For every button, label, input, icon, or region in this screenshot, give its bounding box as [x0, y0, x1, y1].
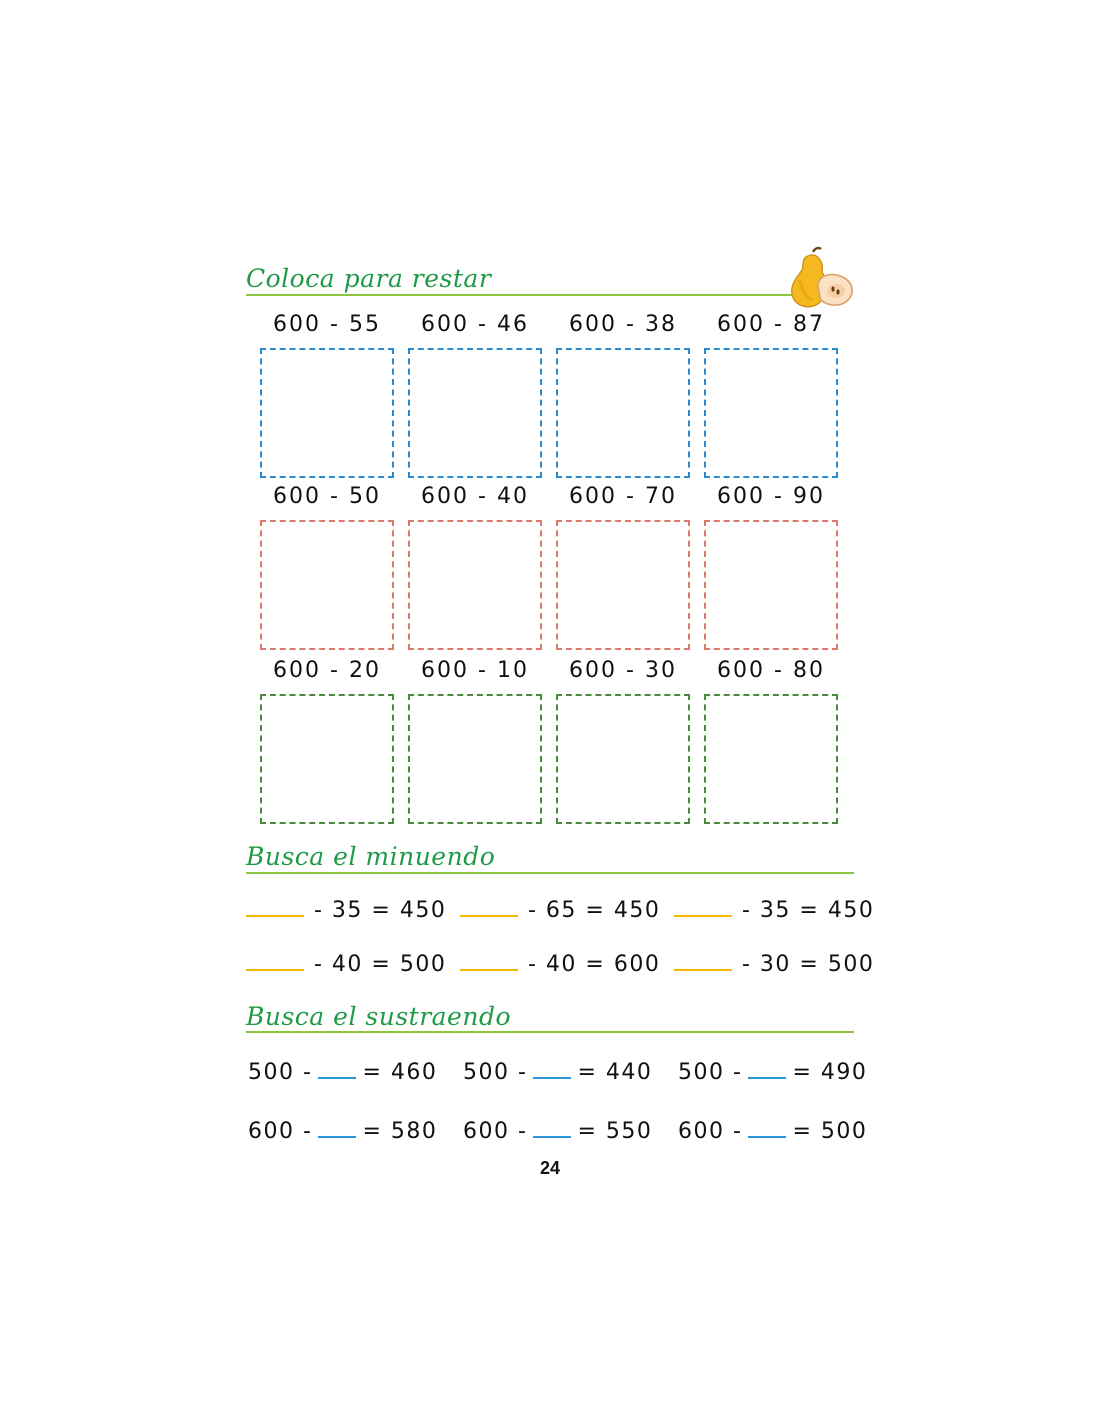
minuendo-equation [246, 898, 446, 923]
sustraendo-equation [463, 1119, 652, 1144]
answer-box[interactable] [704, 348, 838, 478]
section-rule [246, 294, 798, 296]
answer-box[interactable] [408, 348, 542, 478]
answer-blank[interactable] [748, 1077, 786, 1079]
equation-right: = 500 [792, 1119, 868, 1144]
answer-blank[interactable] [246, 969, 304, 971]
answer-blank[interactable] [318, 1136, 356, 1138]
answer-blank[interactable] [533, 1077, 571, 1079]
answer-blank[interactable] [748, 1136, 786, 1138]
answer-box[interactable] [260, 694, 394, 824]
operation-label: 600 - 40 [421, 484, 529, 509]
operation-label: 600 - 80 [717, 658, 825, 683]
answer-box[interactable] [704, 694, 838, 824]
equation-right: = 580 [362, 1119, 438, 1144]
answer-box[interactable] [704, 520, 838, 650]
answer-box[interactable] [408, 694, 542, 824]
operation-label: 600 - 90 [717, 484, 825, 509]
equation-right: = 550 [577, 1119, 653, 1144]
answer-box[interactable] [556, 348, 690, 478]
answer-box[interactable] [408, 520, 542, 650]
equation-right: = 490 [792, 1060, 868, 1085]
equation-text: - 35 = 450 [314, 898, 447, 923]
operation-label: 600 - 50 [273, 484, 381, 509]
minuendo-equation [460, 952, 660, 977]
page-number: 24 [539, 1158, 561, 1178]
section-title-minuendo: Busca el minuendo [246, 842, 496, 871]
answer-blank[interactable] [246, 915, 304, 917]
operation-label: 600 - 87 [717, 312, 825, 337]
operation-label: 600 - 55 [273, 312, 381, 337]
section-title-coloca: Coloca para restar [246, 264, 492, 293]
answer-blank[interactable] [460, 969, 518, 971]
operation-label: 600 - 20 [273, 658, 381, 683]
equation-left: 600 - [463, 1119, 528, 1144]
equation-text: - 35 = 450 [742, 898, 875, 923]
minuendo-equation [246, 952, 446, 977]
answer-box[interactable] [556, 520, 690, 650]
answer-box[interactable] [556, 694, 690, 824]
equation-text: - 40 = 600 [528, 952, 661, 977]
equation-left: 600 - [678, 1119, 743, 1144]
pear-icon [788, 246, 858, 314]
sustraendo-equation [248, 1060, 437, 1085]
sustraendo-equation [463, 1060, 652, 1085]
equation-left: 600 - [248, 1119, 313, 1144]
minuendo-equation [460, 898, 660, 923]
answer-blank[interactable] [533, 1136, 571, 1138]
section-rule [246, 1031, 854, 1033]
equation-right: = 460 [362, 1060, 438, 1085]
operation-label: 600 - 10 [421, 658, 529, 683]
operation-label: 600 - 46 [421, 312, 529, 337]
equation-text: - 30 = 500 [742, 952, 875, 977]
equation-right: = 440 [577, 1060, 653, 1085]
operation-label: 600 - 30 [569, 658, 677, 683]
answer-box[interactable] [260, 348, 394, 478]
operation-label: 600 - 38 [569, 312, 677, 337]
minuendo-equation [674, 952, 874, 977]
equation-left: 500 - [248, 1060, 313, 1085]
section-rule [246, 872, 854, 874]
equation-text: - 40 = 500 [314, 952, 447, 977]
operation-label: 600 - 70 [569, 484, 677, 509]
equation-left: 500 - [463, 1060, 528, 1085]
answer-blank[interactable] [460, 915, 518, 917]
equation-text: - 65 = 450 [528, 898, 661, 923]
sustraendo-equation [678, 1060, 867, 1085]
answer-blank[interactable] [674, 915, 732, 917]
answer-blank[interactable] [674, 969, 732, 971]
equation-left: 500 - [678, 1060, 743, 1085]
section-title-sustraendo: Busca el sustraendo [246, 1002, 512, 1031]
minuendo-equation [674, 898, 874, 923]
sustraendo-equation [678, 1119, 867, 1144]
answer-blank[interactable] [318, 1077, 356, 1079]
sustraendo-equation [248, 1119, 437, 1144]
answer-box[interactable] [260, 520, 394, 650]
